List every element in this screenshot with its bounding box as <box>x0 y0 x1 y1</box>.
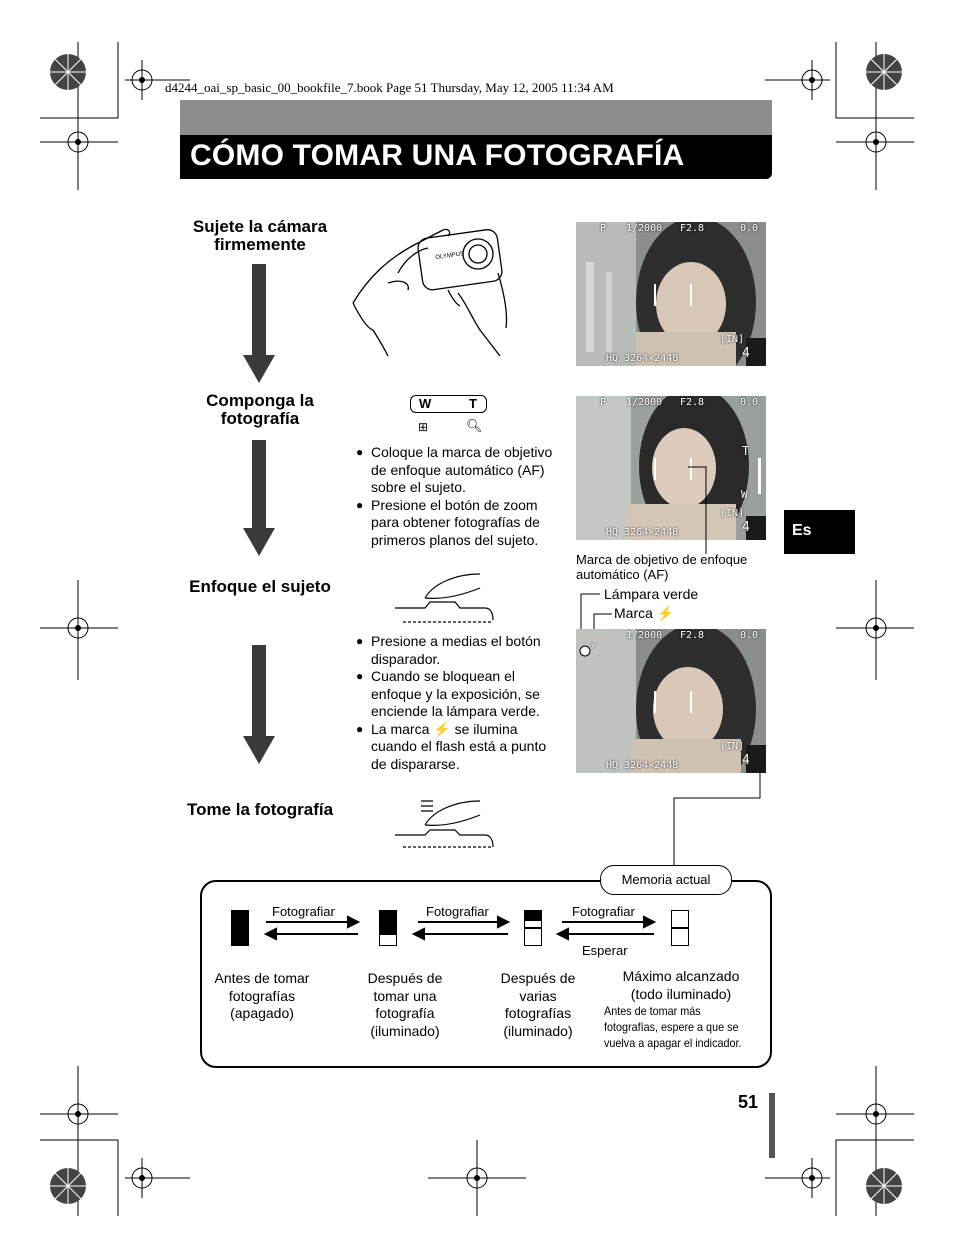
lcd-screen-1 <box>576 222 766 366</box>
step-focus: Enfoque el sujeto <box>189 577 331 596</box>
list-item: ● Cuando se bloquean el enfoque y la exposición, se enciende la lámpara verde. <box>356 668 558 721</box>
memory-title: Memoria actual <box>600 865 732 895</box>
shoot-label: Fotografiar <box>572 904 635 919</box>
state-caption: Después de tomar una fotografía (iluminado) <box>367 970 443 1039</box>
camera-brand: OLYMPUS <box>435 251 465 262</box>
down-arrow-head-2 <box>243 528 275 556</box>
hands-camera-illustration <box>348 218 508 360</box>
osd-size: HQ 3264×2448 <box>606 760 679 771</box>
state-caption: Máximo alcanzado (todo iluminado) <box>622 968 740 1002</box>
osd-exposure: 0.0 <box>740 397 759 408</box>
af-target-mark <box>654 284 692 306</box>
magnify-icon: 🔍︎ <box>466 418 483 433</box>
list-item: ● Coloque la marca de objetivo de enfoque automático (AF) sobre el sujeto. <box>356 444 556 497</box>
list-item: ● Presione a medias el botón disparador. <box>356 633 558 668</box>
osd-flash-mark: ⚡ <box>590 639 597 652</box>
state-arrows <box>262 912 662 946</box>
down-arrow-1 <box>252 264 266 356</box>
osd-exposure: 0.0 <box>740 223 759 234</box>
down-arrow-2 <box>252 440 266 530</box>
full-press-illustration <box>395 795 495 850</box>
osd-size: HQ 3264×2448 <box>606 527 679 538</box>
memory-note: Antes de tomar más fotografías, espere a que se vuelva a apagar el indicador. <box>604 1004 742 1050</box>
af-mark-annotation: Marca de objetivo de enfoque automático (AF) <box>576 552 748 582</box>
osd-shutter: 1/2000 <box>626 397 663 408</box>
memory-leader-line <box>670 772 770 872</box>
indicator-divider <box>672 927 689 929</box>
osd-memory: [IN] <box>720 741 745 752</box>
af-mark-leader <box>680 466 720 556</box>
osd-memory: [IN] <box>720 508 745 519</box>
osd-zoom-w: W <box>741 488 748 501</box>
title-band <box>180 100 772 135</box>
compose-bullets <box>356 444 556 549</box>
page-title: CÓMO TOMAR UNA FOTOGRAFÍA <box>190 139 685 172</box>
language-tab-label: Es <box>792 522 812 539</box>
osd-shutter: 1/2000 <box>626 223 663 234</box>
wait-label: Esperar <box>582 943 628 958</box>
osd-memory: [IN] <box>720 334 745 345</box>
flash-mark-label: Marca ⚡ <box>614 605 675 621</box>
zoom-t-label: T <box>469 396 477 411</box>
title-bar <box>180 135 772 179</box>
list-item: ● La marca ⚡ se ilumina cuando el flash está a punto de dispararse. <box>356 721 558 774</box>
osd-size: HQ 3264×2448 <box>606 353 679 364</box>
osd-remaining: 4 <box>742 346 750 361</box>
zoom-w-label: W <box>419 396 432 411</box>
osd-mode: P <box>600 223 607 234</box>
page-bar <box>769 1093 775 1158</box>
step-shoot: Tome la fotografía <box>186 800 334 819</box>
zoom-lever <box>410 395 487 413</box>
shoot-label: Fotografiar <box>272 904 335 919</box>
print-header: d4244_oai_sp_basic_00_bookfile_7.book Page 51 Thursday, May 12, 2005 11:34 AM <box>165 80 614 95</box>
down-arrow-head-1 <box>243 355 275 383</box>
green-lamp-label: Lámpara verde <box>604 586 699 602</box>
osd-shutter: 1/2000 <box>626 630 663 641</box>
osd-exposure: 0.0 <box>740 630 759 641</box>
memory-indicator-empty <box>231 910 249 946</box>
state-caption: Antes de tomar fotografías (apagado) <box>214 970 310 1021</box>
osd-aperture: F2.8 <box>680 397 705 408</box>
down-arrow-3 <box>252 645 266 737</box>
osd-zoom-t: T <box>742 444 750 458</box>
half-press-illustration <box>395 570 495 630</box>
step-compose: Componga la fotografía <box>206 391 314 428</box>
list-item: ● Presione el botón de zoom para obtener fotografías de primeros planos del sujeto. <box>356 497 556 550</box>
index-icon: ⊞ <box>418 420 429 434</box>
osd-mode: P <box>600 397 607 408</box>
focus-bullets <box>356 633 558 773</box>
osd-remaining: 4 <box>742 753 750 768</box>
page-number: 51 <box>738 1092 759 1112</box>
zoom-bar <box>758 458 761 494</box>
lcd-screen-2 <box>576 396 766 540</box>
shoot-label: Fotografiar <box>426 904 489 919</box>
osd-aperture: F2.8 <box>680 630 705 641</box>
down-arrow-head-3 <box>243 736 275 764</box>
osd-remaining: 4 <box>742 520 750 535</box>
lcd-screen-3 <box>576 629 766 773</box>
step-hold-camera: Sujete la cámara firmemente <box>192 217 328 254</box>
language-tab <box>784 510 855 554</box>
af-target-mark <box>654 691 692 713</box>
osd-aperture: F2.8 <box>680 223 705 234</box>
state-caption: Después de varias fotografías (iluminado) <box>500 970 576 1039</box>
